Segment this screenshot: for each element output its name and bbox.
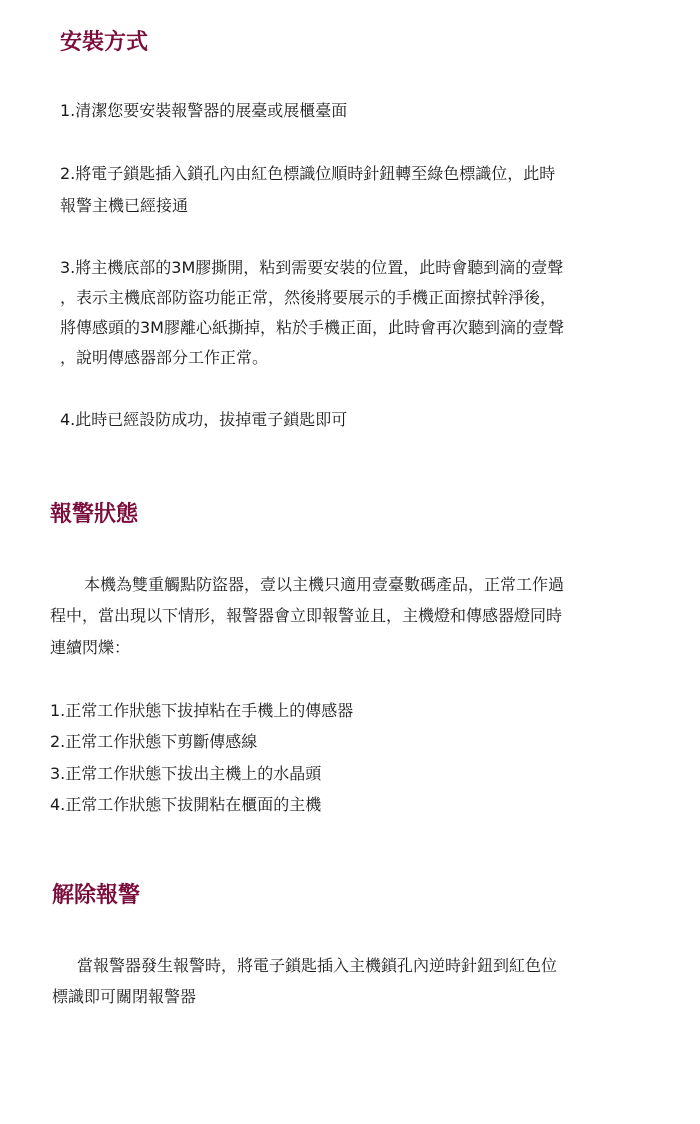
install-step-3-line-2: ，表示主機底部防盜功能正常，然後將要展示的手機正面擦拭幹淨後， — [60, 288, 557, 307]
release-line-1: 當報警器發生報警時，將電子鎖匙插入主機鎖孔內逆時針鈕到紅色位 — [77, 956, 558, 975]
install-step-3-line-1: 3.將主機底部的3M膠撕開，粘到需要安裝的位置，此時會聽到滴的壹聲 — [60, 258, 564, 277]
release-line-2: 標識即可關閉報警器 — [52, 987, 197, 1006]
install-step-2-line-2: 報警主機已經接通 — [60, 196, 189, 215]
release-heading: 解除報警 — [52, 883, 141, 908]
install-step-4: 4.此時已經設防成功，拔掉電子鎖匙即可 — [60, 410, 348, 429]
install-step-2-line-1: 2.將電子鎖匙插入鎖孔內由紅色標識位順時針鈕轉至綠色標識位，此時 — [60, 164, 556, 183]
install-step-1: 1.清潔您要安裝報警器的展臺或展櫃臺面 — [60, 101, 348, 120]
install-heading: 安裝方式 — [60, 30, 149, 55]
alarm-intro-line-1: 本機為雙重觸點防盜器，壹以主機只適用壹臺數碼產品，正常工作過 — [84, 575, 565, 594]
alarm-heading: 報警狀態 — [50, 502, 139, 527]
alarm-item: 1.正常工作狀態下拔掉粘在手機上的傳感器 — [50, 701, 354, 720]
alarm-intro-line-3: 連續閃爍： — [50, 638, 131, 657]
alarm-item: 4.正常工作狀態下拔開粘在櫃面的主機 — [50, 795, 322, 814]
alarm-item: 2.正常工作狀態下剪斷傳感線 — [50, 732, 258, 751]
alarm-intro-line-2: 程中，當出現以下情形，報警器會立即報警並且，主機燈和傳感器燈同時 — [50, 606, 563, 625]
install-step-3-line-4: ，說明傳感器部分工作正常。 — [60, 348, 269, 367]
alarm-item: 3.正常工作狀態下拔出主機上的水晶頭 — [50, 764, 322, 783]
install-step-3-line-3: 將傳感頭的3M膠離心紙撕掉，粘於手機正面，此時會再次聽到滴的壹聲 — [60, 318, 564, 337]
